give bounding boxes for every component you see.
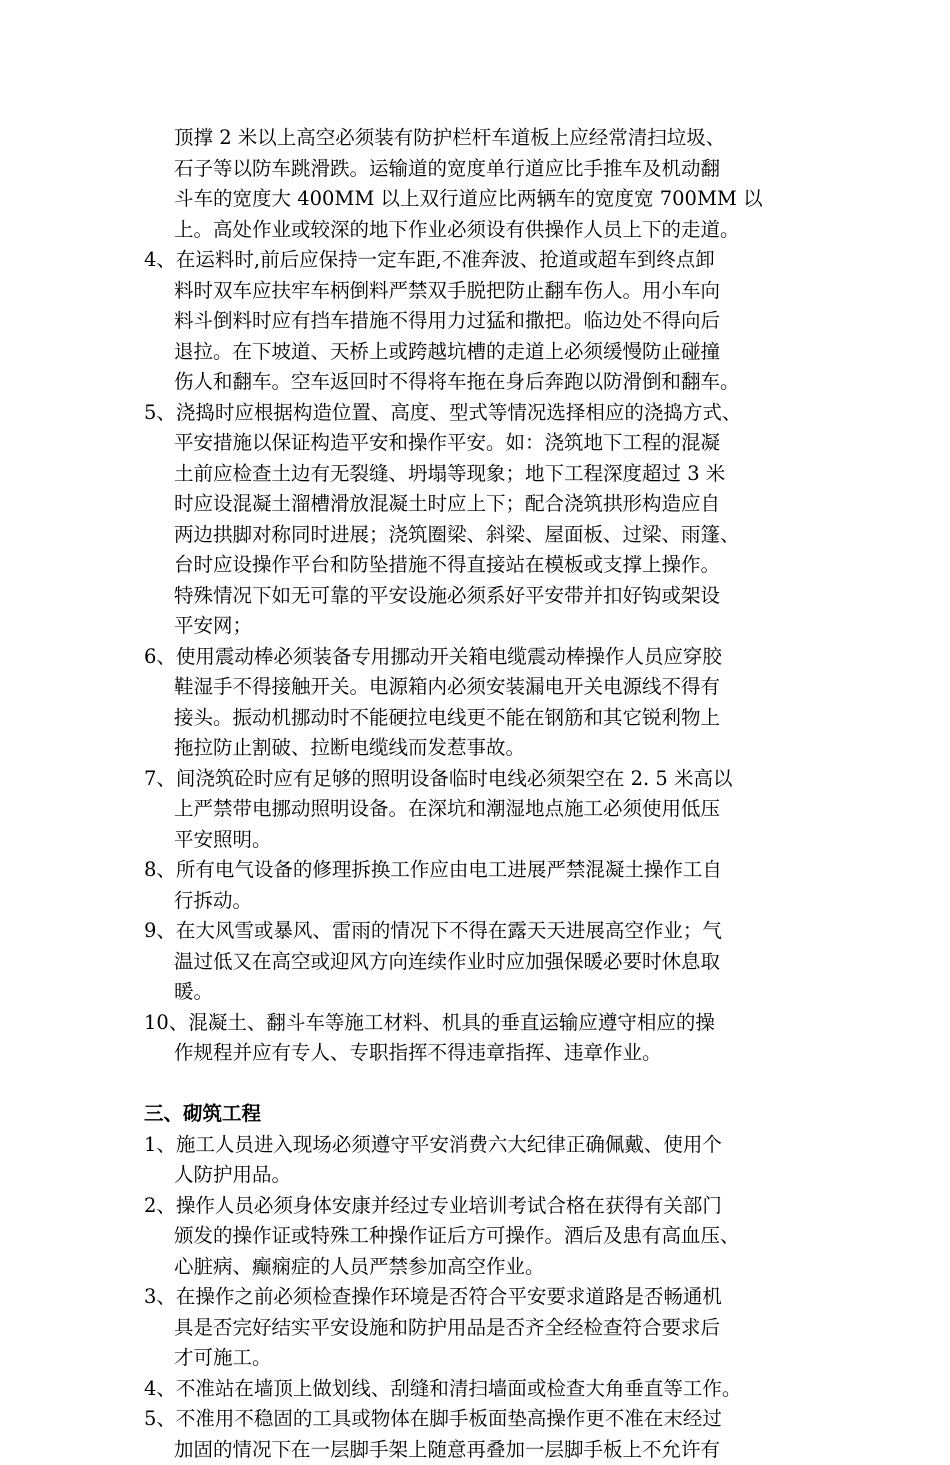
list-item-line: 退拉。在下坡道、天桥上或跨越坑槽的走道上必须缓慢防止碰撞 (144, 337, 824, 368)
list-item-line: 平安照明。 (144, 825, 824, 856)
list-item-line: 温过低又在高空或迎风方向连续作业时应加强保暖必要时休息取 (144, 947, 824, 978)
list-item (144, 1374, 824, 1405)
list-item (144, 398, 824, 642)
list-item (144, 916, 824, 1008)
list-item-first-line: 6、使用震动棒必须装备专用挪动开关箱电缆震动棒操作人员应穿胶 (144, 642, 824, 673)
list-item-line: 才可施工。 (144, 1343, 824, 1374)
list-item (144, 855, 824, 916)
text-line: 斗车的宽度大 400MM 以上双行道应比两辆车的宽度宽 700MM 以 (144, 184, 824, 215)
list-item-line: 暖。 (144, 977, 824, 1008)
list-item-line: 加固的情况下在一层脚手架上随意再叠加一层脚手板上不允许有 (144, 1435, 824, 1465)
text-line: 石子等以防车跳滑跌。运输道的宽度单行道应比手推车及机动翻 (144, 154, 824, 185)
list-item-line: 行拆动。 (144, 886, 824, 917)
list-item-first-line: 3、在操作之前必须检查操作环境是否符合平安要求道路是否畅通机 (144, 1282, 824, 1313)
list-item-first-line: 5、不准用不稳固的工具或物体在脚手板面垫高操作更不准在末经过 (144, 1404, 824, 1435)
list-item-line: 两边拱脚对称同时进展；浇筑圈梁、斜梁、屋面板、过梁、雨篷、 (144, 520, 824, 551)
list-item (144, 1191, 824, 1283)
list-item-line: 颁发的操作证或特殊工种操作证后方可操作。酒后及患有高血压、 (144, 1221, 824, 1252)
list-item-first-line: 8、所有电气设备的修理拆换工作应由电工进展严禁混凝土操作工自 (144, 855, 824, 886)
list-item-first-line: 2、操作人员必须身体安康并经过专业培训考试合格在获得有关部门 (144, 1191, 824, 1222)
list-item (144, 1130, 824, 1191)
list-item-line: 特殊情况下如无可靠的平安设施必须系好平安带并扣好钩或架设 (144, 581, 824, 612)
text-line: 顶撑 2 米以上高空必须装有防护栏杆车道板上应经常清扫垃圾、 (144, 123, 824, 154)
list-item-line: 鞋湿手不得接触开关。电源箱内必须安装漏电开关电源线不得有 (144, 672, 824, 703)
list-item (144, 1404, 824, 1465)
list-item-first-line: 10、混凝土、翻斗车等施工材料、机具的垂直运输应遵守相应的操 (144, 1008, 824, 1039)
section-spacer (144, 1069, 824, 1100)
concrete-safety-list (144, 245, 824, 1069)
list-item-line: 上严禁带电挪动照明设备。在深坑和潮湿地点施工必须使用低压 (144, 794, 824, 825)
list-item-line: 人防护用品。 (144, 1160, 824, 1191)
list-item-first-line: 1、施工人员进入现场必须遵守平安消费六大纪律正确佩戴、使用个 (144, 1130, 824, 1161)
masonry-safety-list (144, 1130, 824, 1465)
list-item-line: 料时双车应扶牢车柄倒料严禁双手脱把防止翻车伤人。用小车向 (144, 276, 824, 307)
list-item-line: 伤人和翻车。空车返回时不得将车拖在身后奔跑以防滑倒和翻车。 (144, 367, 824, 398)
list-item-line: 心脏病、癫痫症的人员严禁参加高空作业。 (144, 1252, 824, 1283)
section-heading: 三、砌筑工程 (144, 1099, 824, 1130)
list-item-line: 土前应检查土边有无裂缝、坍塌等现象；地下工程深度超过 3 米 (144, 459, 824, 490)
list-item-first-line: 5、浇捣时应根据构造位置、高度、型式等情况选择相应的浇捣方式、 (144, 398, 824, 429)
list-item-first-line: 4、在运料时,前后应保持一定车距,不准奔波、抢道或超车到终点卸 (144, 245, 824, 276)
list-item (144, 1008, 824, 1069)
list-item-line: 拖拉防止割破、拉断电缆线而发惹事故。 (144, 733, 824, 764)
list-item (144, 764, 824, 856)
list-item-line: 平安措施以保证构造平安和操作平安。如：浇筑地下工程的混凝 (144, 428, 824, 459)
continuation-paragraph (144, 123, 824, 245)
document-body (144, 123, 824, 1465)
list-item-first-line: 7、间浇筑砼时应有足够的照明设备临时电线必须架空在 2. 5 米高以 (144, 764, 824, 795)
list-item-line: 具是否完好结实平安设施和防护用品是否齐全经检查符合要求后 (144, 1313, 824, 1344)
text-line: 上。高处作业或较深的地下作业必须设有供操作人员上下的走道。 (144, 215, 824, 246)
list-item (144, 1282, 824, 1374)
list-item-first-line: 9、在大风雪或暴风、雷雨的情况下不得在露天天进展高空作业；气 (144, 916, 824, 947)
list-item-line: 台时应设操作平台和防坠措施不得直接站在模板或支撑上操作。 (144, 550, 824, 581)
list-item-line: 平安网； (144, 611, 824, 642)
list-item-line: 作规程并应有专人、专职指挥不得违章指挥、违章作业。 (144, 1038, 824, 1069)
list-item-first-line: 4、不准站在墙顶上做划线、刮缝和清扫墙面或检查大角垂直等工作。 (144, 1374, 824, 1405)
list-item (144, 245, 824, 398)
list-item-line: 料斗倒料时应有挡车措施不得用力过猛和撒把。临边处不得向后 (144, 306, 824, 337)
list-item-line: 接头。振动机挪动时不能硬拉电线更不能在钢筋和其它锐利物上 (144, 703, 824, 734)
list-item-line: 时应设混凝土溜槽滑放混凝土时应上下；配合浇筑拱形构造应自 (144, 489, 824, 520)
list-item (144, 642, 824, 764)
